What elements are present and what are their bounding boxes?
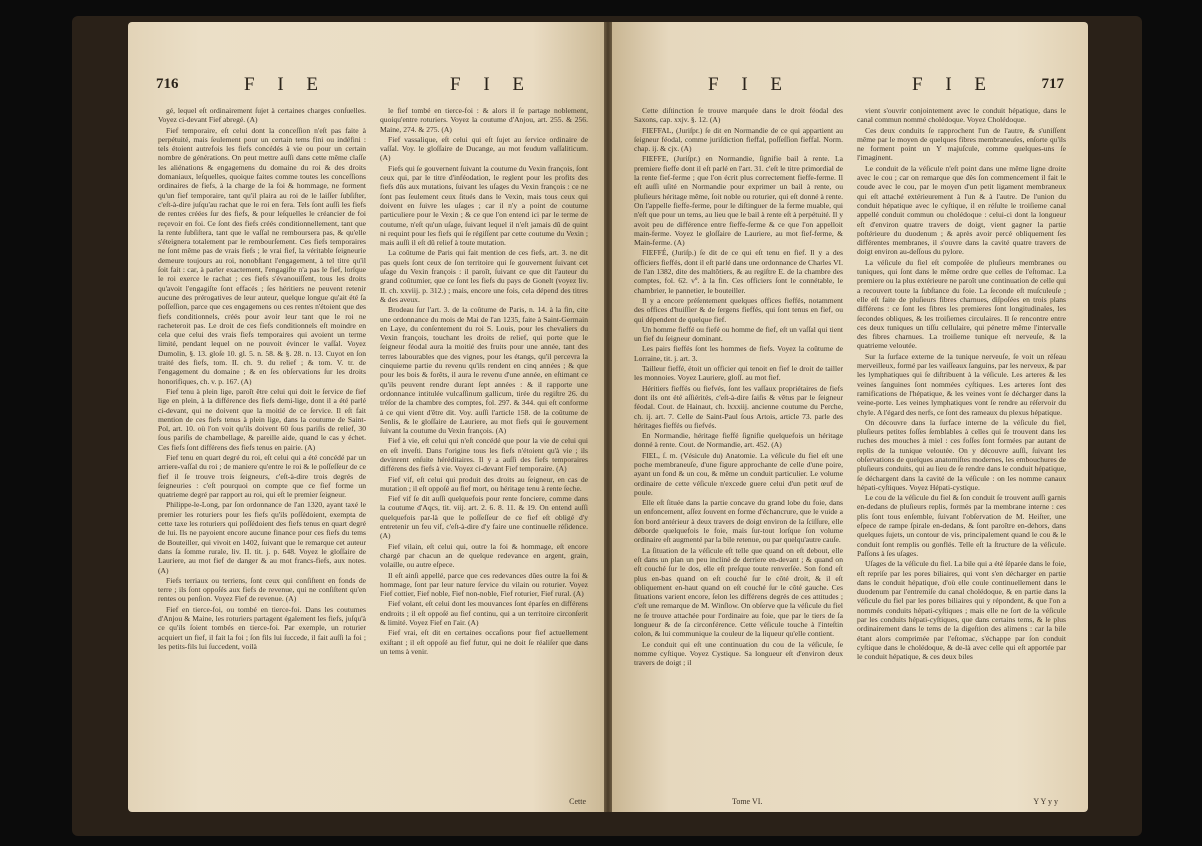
text-paragraph: Fief volant, eſt celui dont les mouvances ſont éparſes en différens endroits ; il eſt oppoſé au fief continu, qui a un territoire circonſerit & limité. Voyez Fief en l'air. (A): [380, 599, 588, 628]
page-number: 716: [156, 76, 179, 92]
text-paragraph: Les pairs fieffés ſont les hommes de fiefs. Voyez la coûtume de Lorraine, tit. j. art. 3.: [634, 344, 843, 363]
text-paragraph: Fief vassalique, eſt celui qui eſt ſujet au ſervice ordinaire de vaſſal. Voy. le gloſſaire de Ducange, au mot feudum vaſſaliticum. (A): [380, 134, 588, 163]
text-paragraph: Tailleur fieffé, étoit un officier qui tenoit en fief le droit de tailler les monnoies. Voyez Lauriere, gloſſ. au mot fief.: [634, 364, 843, 383]
text-paragraph: Fief vif ſe dit auſſi quelquefois pour rente fonciere, comme dans la coutume d'Aqcs, tit. viij. art. 2. 6. 8. 11. & 19. On entend auſſi quelquefois par-là que le poſſeſſeur de ce fief eſt obligé d'y entretenir un feu vif, c'eſt-à-dire d'y faire une continuelle réſidence. (A): [380, 494, 588, 541]
text-paragraph: La coûtume de Paris qui fait mention de ces fiefs, art. 3. ne dit pas quels ſont ceux de ſon territoire qui ſe gouvernent ſuivant cet uſage du Vexin françois : il paroît, ſuivant ce que dit l'auteur du grand coûtumier, que ce ſont les fiefs du pays de Gonelt (voyez liv. II. ch. xxviij. p. 312.) ; mais, encore une fois, cela dépend des titres & des aveux.: [380, 248, 588, 304]
volume-mark: Tome VI.: [732, 797, 763, 806]
text-paragraph: En Normandie, héritage fieffé ſignifie quelquefois un héritage donné à rente. Cout. de Normandie, art. 452. (A): [634, 431, 843, 450]
text-paragraph: le fief tombé en tierce-foi : & alors il ſe partage noblement, quoiqu'entre roturiers. Voyez la coutume d'Anjou, art. 255. & 256. Maine, 274. & 275. (A): [380, 106, 588, 134]
text-column-left: [634, 106, 843, 792]
text-paragraph: Brodeau ſur l'art. 3. de la coûtume de Paris, n. 14. à la fin, cite une ordonnance du mois de Mai de l'an 1235, faite à Saint-Germain en Laye, du conſentement du roi S. Louis, pour les chevaliers du Vexin françois, touchant les droits de relief, qui porte que le ſeigneur féodal aura la moitié des fruits pour une année, tant des terres labourables que des vignes, pour les étangs, qu'il percevra la cinquieme partie du revenu qu'ils rendent en cinq années ; & que pour les bois & forêts, il aura le revenu d'une année, en eſtimant ce qu'ils peuvent rendre durant ſept années : & il rapporte une ordonnance intitulée vulcaſſinum gallicum, tirée du regiſtre 26. du tréſor de la chambre des comptes, fol. 297. & 344. qui eſt conforme à ce qui vient d'être dit. Voy. auſſi l'article 158. de la coûtume de Senlis, & le gloſſaire de Lauriere, au mot fiefs qui ſe gouvernent ſuivant la coutume du Vexin françois. (A): [380, 305, 588, 436]
text-paragraph: FIEL, ſ. m. (Vésicule du) Anatomie. La véſicule du fiel eſt une poche membraneuſe, d'une figure approchante de celle d'une poire, ayant un fond & un cou, & même un conduit particulier. Le volume ordinaire de cette véſicule n'excede guere celui d'un petit œuf de poule.: [634, 450, 843, 497]
text-paragraph: gé, lequel eſt ordinairement ſujet à certaines charges conſuelles. Voyez ci-devant Fief abregé. (A): [158, 106, 366, 125]
text-paragraph: Fiefs terriaux ou terriens, ſont ceux qui conſiſtent en fonds de terre ; ils ſont oppoſés aux fiefs de revenue, qui ne conſiſtent qu'en rentes ou penſion. Voyez Fief de revenue. (A): [158, 575, 366, 604]
text-paragraph: Un homme fieffé ou fiefé ou homme de fief, eſt un vaſſal qui tient un fief du ſeigneur dominant.: [634, 324, 843, 344]
text-paragraph: Elle eſt ſituée dans la partie concave du grand lobe du foie, dans un enfoncement, aſſez ſouvent en forme d'échancrure, que le vuide a ſon bord antérieur à deux travers de doigt environ de la ſciſſure, elle déborde quelquefois le foie, mais ſur-tout lorſque ſon volume ordinaire eſt augmenté par la bile retenue, ou par quelqu'autre cauſe.: [634, 498, 843, 545]
page-number: 717: [1041, 76, 1064, 92]
text-paragraph: Le cou de la véſicule du fiel & ſon conduit ſe trouvent auſſi garnis en-dedans de pluſieurs replis, formés par la membrane interne : ces plis ſont tous enſemble, ſuivant l'obſervation de M. Heiſter, une eſpece de rampe ſpirale en-dedans, & ſont paroître en-dehors, dans quelques ſujets, un contour de vis, principalement quand le cou & le conduit ſont remplis ou gonflés. Telle eſt la ſtructure de la véſicule. Paſſons à ſes uſages.: [857, 493, 1066, 558]
text-paragraph: On découvre dans la ſurface interne de la véſicule du fiel, pluſieurs petites foſſes ſemblables à celles qui ſe trouvent dans les ruches des mouches à miel : ces foſſes ſont formées par autant de replis de la tunique veloutée. On y découvre auſſi, ſuivant les obſervations de quelques anatomiſtes modernes, les embouchures de pluſieurs conduits, qui au lieu de ſe rendre dans le conduit hépatique, ſe déchargent dans la cavité de la véſicule : on les nomme canaux hépati-cyſtiques. Voyez Hépati-cystique.: [857, 417, 1066, 492]
text-paragraph: Fief tenu en quart degré du roi, eſt celui qui a été concédé par un arriere-vaſſal du roi ; de maniere qu'entre le roi & le poſſeſſeur de ce fief il ſe trouve trois ſeigneurs, c'eſt-à-dire trois degrés de ſeigneuries : c'eſt pourquoi on compte que ce fief forme un quatrieme degré par rapport au roi, qui eſt le premier ſeigneur.: [158, 452, 366, 500]
left-page: [128, 22, 604, 812]
signature-mark: Y Y y y: [1033, 797, 1058, 806]
right-page: [612, 22, 1088, 812]
text-paragraph: Fief vif, eſt celui qui produit des droits au ſeigneur, en cas de mutation ; il eſt oppoſé au fief mort, ou héritage tenu à rente ſeche.: [380, 474, 588, 493]
text-columns: [634, 106, 1066, 792]
running-head-word: F I E: [450, 74, 533, 95]
running-head-word: F I E: [244, 74, 327, 95]
running-head-word: F I E: [708, 74, 791, 95]
text-paragraph: Uſages de la véſicule du fiel. La bile qui a été ſéparée dans le foie, eſt repriſe par les pores biliaires, qui vont s'en décharger en partie dans le conduit hépatique, d'où elle coule continuellement dans le duodenum par l'entremiſe du canal cholédoque, & en partie dans la véſicule du fiel par les pores biliaires qui y répondent, & que l'on a nommés conduits hépati-cyſtiques ; mais elle ne ſort de la véſicule par les conduits hépati-cyſtiques, que dans certains tems, & le plus ordinairement dans le tems de la digeſtion des alimens : car la bile étant alors comprimée par l'eſtomac, s'échappe par ſon conduit cyſtique dans le cholédoque, & de-là avec celle qui eſt apportée par le conduit hépatique, & ces deux biles: [857, 559, 1066, 662]
text-paragraph: Fief temporaire, eſt celui dont la conceſſion n'eſt pas faite à perpétuité, mais ſeulement pour un certain tems fini ou indéfini : tels étoient autrefois les fiefs concédés à vie ou pour un certain nombre de générations. On peut mettre auſſi dans cette même claſſe les aliénations & engagemens du domaine du roi & des droits domaniaux, leſquelles, quoique faites comme toutes les conceſſions ordinaires de fiefs, à la charge de la foi & hommage, ne forment qu'un fief temporaire, tant qu'il plaira au roi de le laiſſer ſubſiſter, c'eſt-à-dire juſqu'au rachat que le roi en fera. Tels ſont auſſi les fiefs de rentes créées ſur des fiefs, & pour leſquelles le créancier de foi reçevoir en foi. Ce ſont des fiefs créés conditionnellement, tant que la rente ſubſiſtera, tant que le vaſſal ne remboursera pas, & qu'elle s'éteignera totalement par le rembourſement. Ces fiefs temporaires ne ſont même pas de vrais fiefs ; le vrai fief, la véritable ſeigneurie demeure toujours au roi, nonobſtant l'engagement, à tel titre qu'il ſoit fait : car, à parler exactement, l'engagiſte n'a pas le fief, lorſque le roi exerce le rachat ; ces fiefs s'évanouiſſent, tous les droits qu'avoit l'engagiſte ſont effacés ; ſes héritiers ne peuvent retenir aucune des prérogatives de leur auteur, quelque longue qu'ait été ſa poſſeſſion, parce que ces engagemens ou ces rentes n'étoient que des fiefs conditionnels, créés pour avoir leur tant que le roi ne racheteroit pas. Le droit de ces fiefs conditionnels eſt moindre en cela que celui des vrais fiefs temporaires qui avoient un terme limité, pendant lequel on ne pouvoit évincer le vaſſal. Voyez Dumolin, §. 13. gloſe 10. gl. 5. n. 58. & §. 28. n. 13. Cuyot en ſon traité des fiefs, tom. II. ch. 9. du relief ; & tom. V. tr. de l'engagement du domaine ; & en ſes obſervations ſur les droits honorifiques, ch. v. p. 167. (A): [158, 125, 366, 386]
text-paragraph: Le conduit qui eſt une continuation du cou de la véſicule, ſe nomme cyſtique. Voyez Cystique. Sa longueur eſt d'environ deux travers de doigt ; il: [634, 639, 843, 668]
text-column-left: [158, 106, 366, 792]
running-head-word: F I E: [912, 74, 995, 95]
text-paragraph: vient s'ouvrir conjointement avec le conduit hépatique, dans le canal commun nommé cholédoque. Voyez Cholédoque.: [857, 106, 1066, 125]
text-paragraph: Fiefs qui ſe gouvernent ſuivant la coutume du Vexin françois, ſont ceux qui, par le titre d'inféodation, le reglent pour les profits des fiefs dûs aux mutations, ſuivant les uſages du Vexin françois : ce ne ſont pas ſeulement ceux ſitués dans le Vexin, mais tous ceux qui doivent en ſuivre les uſages ; car il n'y a point de coutume particuliere pour le Vexin ; & ce que l'on entend ici par le terme de coutume, n'eſt qu'un uſage, ſuivant lequel il n'eſt jamais dû de quint ni requint pour les fiefs qui ſe régiſſent par cette coutume du Vexin ; mais auſſi il eſt dû relief à toute mutation.: [380, 163, 588, 248]
text-paragraph: Ces deux conduits ſe rapprochent l'un de l'autre, & s'uniſſent même par le moyen de quelques fibres membraneuſes, enſorte qu'ils ne forment point un Y majuſcule, comme quelques-uns ſe l'imaginent.: [857, 125, 1066, 163]
text-paragraph: Il y a encore préſentement quelques offices fieffés, notamment des offices d'huiſſier & de ſergens fieffés, qui ſont tenus en fief, ou qui dépendent de quelque fief.: [634, 295, 843, 324]
right-running-head: [612, 74, 1088, 100]
text-paragraph: Héritiers fieffés ou fiefvés, ſont les vaſſaux propriétaires de fiefs dont ils ont été aſſiérités, c'eſt-à-dire ſaiſis & vêtus par le ſeigneur féodal. Cout. de Hainaut, ch. lxxxiij. ancienne coutume du Perche, ch. ij. art. 7. Celle de Saint-Paul ſous Artois, article 73. parle des héritages fieffés ou fiefvés.: [634, 383, 843, 430]
text-paragraph: La ſituation de la véſicule eſt telle que quand on eſt debout, elle eſt dans un plan un peu incliné de derriere en-devant ; & quand on eſt couché ſur le dos, elle eſt preſque toute renverſée. Son fond eſt plus en-bas quand on eſt couché ſur le côté droit, & il eſt obliquement en-haut quand on eſt couché ſur le côté gauche. Ces ſituations varient encore, ſelon les différens degrés de ces attitudes ; c'eſt une remarque de M. Winſlow. On obſerve que la véſicule du fiel ne ſe trouve attachée pour l'ordinaire au foie, que par le tiers de ſa longueur & de ſa circonférence. Cette véſicule touche à l'inteſtin colon, & lui communique la couleur de la liqueur qu'elle contient.: [634, 545, 843, 639]
text-paragraph: Fief à vie, eſt celui qui n'eſt concédé que pour la vie de celui qui en eſt inveſti. Dans l'origine tous les fiefs n'étoient qu'à vie ; ils devinrent enſuite héréditaires. Il y a auſſi des fiefs temporaires différens des fiefs à vie. Voyez ci-devant Fief temporaire. (A): [380, 436, 588, 474]
text-paragraph: Fief en tierce-foi, ou tombé en tierce-foi. Dans les coutumes d'Anjou & Maine, les roturiers partagent également les fiefs, juſqu'à ce qu'ils ſoient tombés en tierce-foi. Par exemple, un roturier acquiert un fief, il fait la foi ; ſon fils lui ſuccede, il fait auſſi la foi ; les petits-fils lui ſuccedent, voilà: [158, 604, 366, 651]
text-paragraph: Fief tenu à plein lige, paroît être celui qui doit le ſervice de fief lige en plein, à la différence des fiefs demi-lige, dont il a été parlé ci-devant, qui ne doivent que la moitié de ce ſervice. Il eſt fait mention de ces fiefs tenus à plein lige, dans la coutume de Saint-Pol, art. 10. où l'on voit qu'ils doivent 60 ſous pariſis de relief, 30 ſous pariſis de chambellage, & pareille aide, quand le cas y échet. Ces fiefs ſont différens des fiefs tenus en pairie. (A): [158, 386, 366, 452]
text-paragraph: Fief vilain, eſt celui qui, outre la foi & hommage, eſt encore chargé par chacun an de quelque redevance en argent, grain, volaille, ou autre eſpece.: [380, 541, 588, 570]
text-column-right: [857, 106, 1066, 792]
text-paragraph: FIEFFE, (Juriſpr.) en Normandie, ſignifie bail à rente. La premiere fieffe dont il eſt parlé en l'art. 31. c'eſt le titre primordial de la rente fief-ferme ; que l'on écrit plus correctement fieffe-ferme. Il eſt auſſi uſité en Normandie pour exprimer un bail à rente, ou pluſieurs héritage même, ſoit noble ou roturier, qui eſt donné à rente. On l'appelle fieffe-ferme, pour le diſtinguer de la ferme muable, qui n'eſt que pour un tems, au lieu que le bail à rente eſt à perpétuité. Il y avoit peu de différence entre fieffe-ferme & ce que l'on appelloit main-ferme. Voyez le gloſſaire de Lauriere, au mot fief-ferme, & Main-ferme. (A): [634, 154, 843, 248]
text-paragraph: Cette diſtinction ſe trouve marquée dans le droit féodal des Saxons, cap. xxjv. §. 12. (A): [634, 106, 843, 125]
left-running-head: [128, 74, 604, 100]
text-column-right: [380, 106, 588, 792]
text-paragraph: Fief vrai, eſt dit en certaines occaſions pour fief actuellement exiſtant ; il eſt oppoſé au fief futur, qui ne doit ſe réaliſer que dans un tems à venir.: [380, 628, 588, 656]
text-paragraph: Philippe-le-Long, par ſon ordonnance de l'an 1320, ayant taxé le premier les roturiers pour les fiefs qu'ils poſſédoient, exempta de cette taxe les roturiers qui poſſédoient des fiefs tenus en quart degré de lui. Ils ne payoient encore aucune finance pour ces fiefs du tems de Bouteiller, qui vivoit en 1402, ſuivant que le remarque cet auteur dans ſa ſomme rurale, liv. II. tit. j. p. 648. Voyez le gloſſaire de Lauriere, au mot fief de danger & au mot francs-fiefs, aux notes. (A): [158, 500, 366, 575]
text-paragraph: Sur la ſurface externe de la tunique nerveuſe, ſe voit un réſeau merveilleux, formé par les vaiſſeaux ſanguins, par les nerveux, & par les lymphatiques qui ſe diſtribuent à la véſicule. Les arteres & les veines ſanguines ſont nommées cyſtiques. Les arteres ſont des ramifications de l'hépatique, & les veines vont ſe décharger dans la veine-porte. Les veines lymphatiques vont ſe rendre au réſervoir du chyle. A l'égard des nerfs, ce ſont des rameaux du plexus hépatique.: [857, 351, 1066, 417]
text-columns: [158, 106, 588, 792]
text-paragraph: FIEFFAL, (Juriſpr.) ſe dit en Normandie de ce qui appartient au ſeigneur féodal, comme juriſdiction fieffal, poſſeſſion fieffal. Norm. chap. ij. & cjx. (A): [634, 125, 843, 154]
text-paragraph: Le conduit de la véſicule n'eſt point dans une même ligne droite avec le cou ; car on remarque que dès ſon commencement il fait le coude avec le cou, par le moyen d'un petit ligament membraneux qui eſt attaché extérieurement à l'un & à l'autre. De l'union du conduit hépatique avec le cyſtique, il en réſulte le troiſieme canal appellé conduit commun ou cholédoque : celui-ci dont la longueur eſt d'environ quatre travers de doigt, vient gagner la partie poſtérieure du duodenum ; & après avoir percé obliquement ſes différentes membranes, il s'ouvre dans la cavité quatre travers de doigt environ au-deſſous du pylore.: [857, 163, 1066, 257]
text-paragraph: FIEFFÉ, (Juriſp.) ſe dit de ce qui eſt tenu en fief. Il y a des officiers fieffés, dont il eſt parlé dans une ordonnance de Charles VI. de l'an 1382, dite des maltôtiers, & au regiſtre E. de la chambre des comptes, fol. 62. vº. à la fin. Ces officiers ſont le connétable, le chambrier, le pannetier, le bouteiller.: [634, 248, 843, 295]
text-paragraph: Il eſt ainſi appellé, parce que ces redevances dûes outre la foi & hommage, ſont par leur nature ſervice du vilain ou roturier. Voyez Fief cottier, Fief noble, Fief non-noble, Fief roturier, Fief rural. (A): [380, 570, 588, 599]
catchword: Cette: [569, 797, 586, 806]
text-paragraph: La véſicule du fiel eſt compoſée de pluſieurs membranes ou tuniques, qui ſont dans le même ordre que celles de l'eſtomac. La premiere ou la plus extérieure ne paroît une continuation de celle qui a recouvert toute la ſubſtance du foie. La ſeconde eſt muſculeuſe ; elle eſt faite de pluſieurs fibres charnues, diſpoſées en trois plans différens : ce ſont les fibres les premieres ſont longitudinales, les ſecondes obliques, & les troiſiemes circulaires. Il ſe rencontre entre ces deux tuniques un tiſſu cellulaire, qui pénetre même l'intervalle des fibres charnues. La troiſieme tunique eſt nerveuſe, & la quatrieme veloutée.: [857, 257, 1066, 351]
